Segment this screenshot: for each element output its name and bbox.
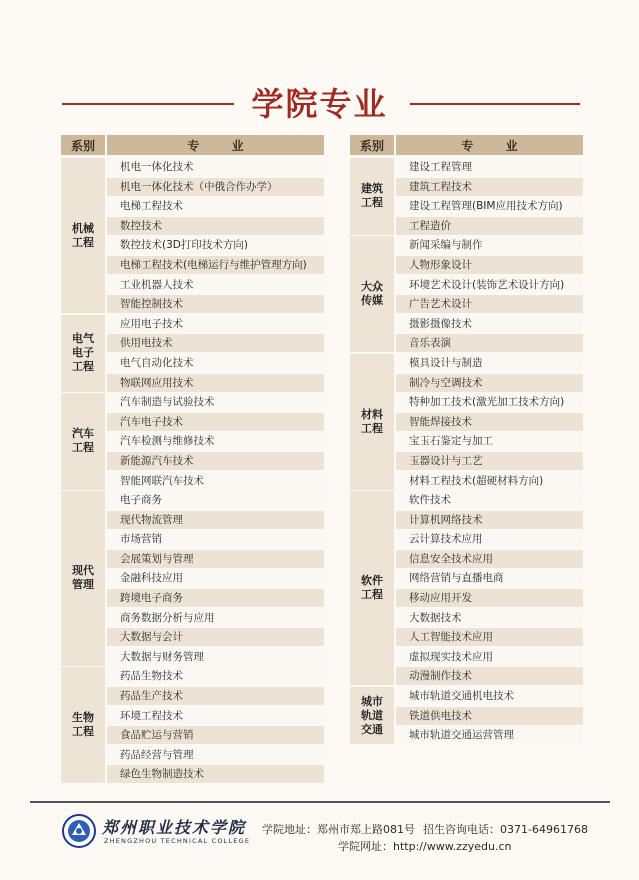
majors-table-right bbox=[350, 135, 583, 746]
department-name: 大众 传媒 bbox=[350, 236, 394, 352]
major-item: 物联网应用技术 bbox=[107, 374, 324, 392]
major-item: 建设工程管理 bbox=[396, 158, 583, 176]
major-item: 人物形象设计 bbox=[396, 256, 583, 274]
major-list bbox=[396, 354, 583, 490]
major-item: 电梯工程技术 bbox=[107, 197, 324, 215]
major-item: 特种加工技术(激光加工技术方向) bbox=[396, 393, 583, 411]
major-item: 食品贮运与营销 bbox=[107, 726, 324, 744]
major-item: 模具设计与制造 bbox=[396, 354, 583, 372]
department-groups bbox=[350, 158, 583, 744]
major-item: 信息安全技术应用 bbox=[396, 550, 583, 568]
major-item: 玉器设计与工艺 bbox=[396, 452, 583, 470]
major-item: 智能网联汽车技术 bbox=[107, 472, 324, 490]
header-major: 专 业 bbox=[107, 135, 324, 155]
major-list bbox=[396, 158, 583, 235]
major-item: 虚拟现实技术应用 bbox=[396, 648, 583, 666]
major-list bbox=[107, 393, 324, 489]
major-item: 大数据与会计 bbox=[107, 628, 324, 646]
department-group bbox=[61, 158, 324, 313]
major-item: 现代物流管理 bbox=[107, 511, 324, 529]
major-list bbox=[396, 687, 583, 744]
department-name: 建筑 工程 bbox=[350, 158, 394, 235]
title-divider-right bbox=[410, 103, 580, 105]
major-item: 城市轨道交通运营管理 bbox=[396, 726, 583, 744]
title-row bbox=[0, 82, 639, 126]
major-item: 广告艺术设计 bbox=[396, 295, 583, 313]
major-item: 制冷与空调技术 bbox=[396, 374, 583, 392]
major-item: 环境艺术设计(装饰艺术设计方向) bbox=[396, 276, 583, 294]
major-item: 汽车电子技术 bbox=[107, 413, 324, 431]
major-item: 商务数据分析与应用 bbox=[107, 609, 324, 627]
school-name-en: ZHENGZHOU TECHNICAL COLLEGE bbox=[104, 837, 251, 845]
major-item: 建设工程管理(BIM应用技术方向) bbox=[396, 197, 583, 215]
major-item: 工程造价 bbox=[396, 217, 583, 235]
major-item: 宝玉石鉴定与加工 bbox=[396, 432, 583, 450]
major-list bbox=[107, 158, 324, 313]
major-item: 汽车制造与试验技术 bbox=[107, 393, 324, 411]
major-item: 绿色生物制造技术 bbox=[107, 765, 324, 783]
major-item: 建筑工程技术 bbox=[396, 178, 583, 196]
major-item: 机电一体化技术（中俄合作办学） bbox=[107, 178, 324, 196]
major-item: 市场营销 bbox=[107, 530, 324, 548]
department-group bbox=[350, 236, 583, 352]
major-item: 计算机网络技术 bbox=[396, 511, 583, 529]
major-item: 动漫制作技术 bbox=[396, 667, 583, 685]
major-item: 智能控制技术 bbox=[107, 295, 324, 313]
majors-table-left bbox=[61, 135, 324, 785]
department-group bbox=[61, 315, 324, 392]
major-item: 移动应用开发 bbox=[396, 589, 583, 607]
major-item: 铁道供电技术 bbox=[396, 707, 583, 725]
major-item: 数控技术(3D打印技术方向) bbox=[107, 236, 324, 254]
major-item: 新能源汽车技术 bbox=[107, 452, 324, 470]
header-major: 专 业 bbox=[396, 135, 583, 155]
page-title: 学院专业 bbox=[251, 85, 388, 123]
major-item: 大数据技术 bbox=[396, 609, 583, 627]
major-item: 电子商务 bbox=[107, 491, 324, 509]
major-item: 供用电技术 bbox=[107, 334, 324, 352]
major-item: 药品生物技术 bbox=[107, 667, 324, 685]
major-list bbox=[396, 491, 583, 685]
department-name: 汽车 工程 bbox=[61, 393, 105, 489]
major-item: 汽车检测与维修技术 bbox=[107, 432, 324, 450]
major-item: 新闻采编与制作 bbox=[396, 236, 583, 254]
major-item: 电气自动化技术 bbox=[107, 354, 324, 372]
major-item: 大数据与财务管理 bbox=[107, 648, 324, 666]
department-groups bbox=[61, 158, 324, 783]
major-list bbox=[396, 236, 583, 352]
major-item: 音乐表演 bbox=[396, 334, 583, 352]
department-group bbox=[61, 393, 324, 489]
college-emblem-icon bbox=[62, 814, 96, 848]
college-logo bbox=[62, 812, 262, 852]
major-item: 机电一体化技术 bbox=[107, 158, 324, 176]
major-item: 电梯工程技术(电梯运行与维护管理方向) bbox=[107, 256, 324, 274]
major-item: 网络营销与直播电商 bbox=[396, 569, 583, 587]
department-group bbox=[350, 354, 583, 490]
major-list bbox=[107, 315, 324, 392]
major-item: 工业机器人技术 bbox=[107, 276, 324, 294]
major-item: 智能焊接技术 bbox=[396, 413, 583, 431]
department-group bbox=[350, 687, 583, 744]
department-group bbox=[350, 491, 583, 685]
major-item: 会展策划与管理 bbox=[107, 550, 324, 568]
table-header bbox=[350, 135, 583, 155]
major-item: 应用电子技术 bbox=[107, 315, 324, 333]
department-name: 机械 工程 bbox=[61, 158, 105, 313]
major-item: 环境工程技术 bbox=[107, 707, 324, 725]
major-item: 材料工程技术(超硬材料方向) bbox=[396, 472, 583, 490]
department-name: 现代 管理 bbox=[61, 491, 105, 666]
major-item: 金融科技应用 bbox=[107, 569, 324, 587]
school-name: 郑州职业技术学院 bbox=[102, 818, 247, 837]
table-header bbox=[61, 135, 324, 155]
major-item: 药品生产技术 bbox=[107, 687, 324, 705]
major-item: 跨境电子商务 bbox=[107, 589, 324, 607]
department-group bbox=[61, 491, 324, 666]
major-item: 人工智能技术应用 bbox=[396, 628, 583, 646]
major-item: 城市轨道交通机电技术 bbox=[396, 687, 583, 705]
department-name: 材料 工程 bbox=[350, 354, 394, 490]
major-list bbox=[107, 491, 324, 666]
department-group bbox=[350, 158, 583, 235]
department-name: 城市 轨道 交通 bbox=[350, 687, 394, 744]
header-category: 系别 bbox=[350, 135, 394, 155]
school-address: 学院地址：郑州市郑上路081号 bbox=[262, 823, 415, 836]
school-website[interactable]: 学院网址：http://www.zzyedu.cn bbox=[338, 840, 512, 853]
major-item: 药品经营与管理 bbox=[107, 746, 324, 764]
admission-phone: 招生咨询电话：0371-64961768 bbox=[423, 823, 588, 836]
department-name: 电气 电子 工程 bbox=[61, 315, 105, 392]
major-item: 软件技术 bbox=[396, 491, 583, 509]
major-item: 摄影摄像技术 bbox=[396, 315, 583, 333]
header-category: 系别 bbox=[61, 135, 105, 155]
department-name: 软件 工程 bbox=[350, 491, 394, 685]
major-list bbox=[107, 667, 324, 783]
major-item: 云计算技术应用 bbox=[396, 530, 583, 548]
department-group bbox=[61, 667, 324, 783]
major-item: 数控技术 bbox=[107, 217, 324, 235]
department-name: 生物 工程 bbox=[61, 667, 105, 783]
footer-divider bbox=[30, 801, 610, 803]
